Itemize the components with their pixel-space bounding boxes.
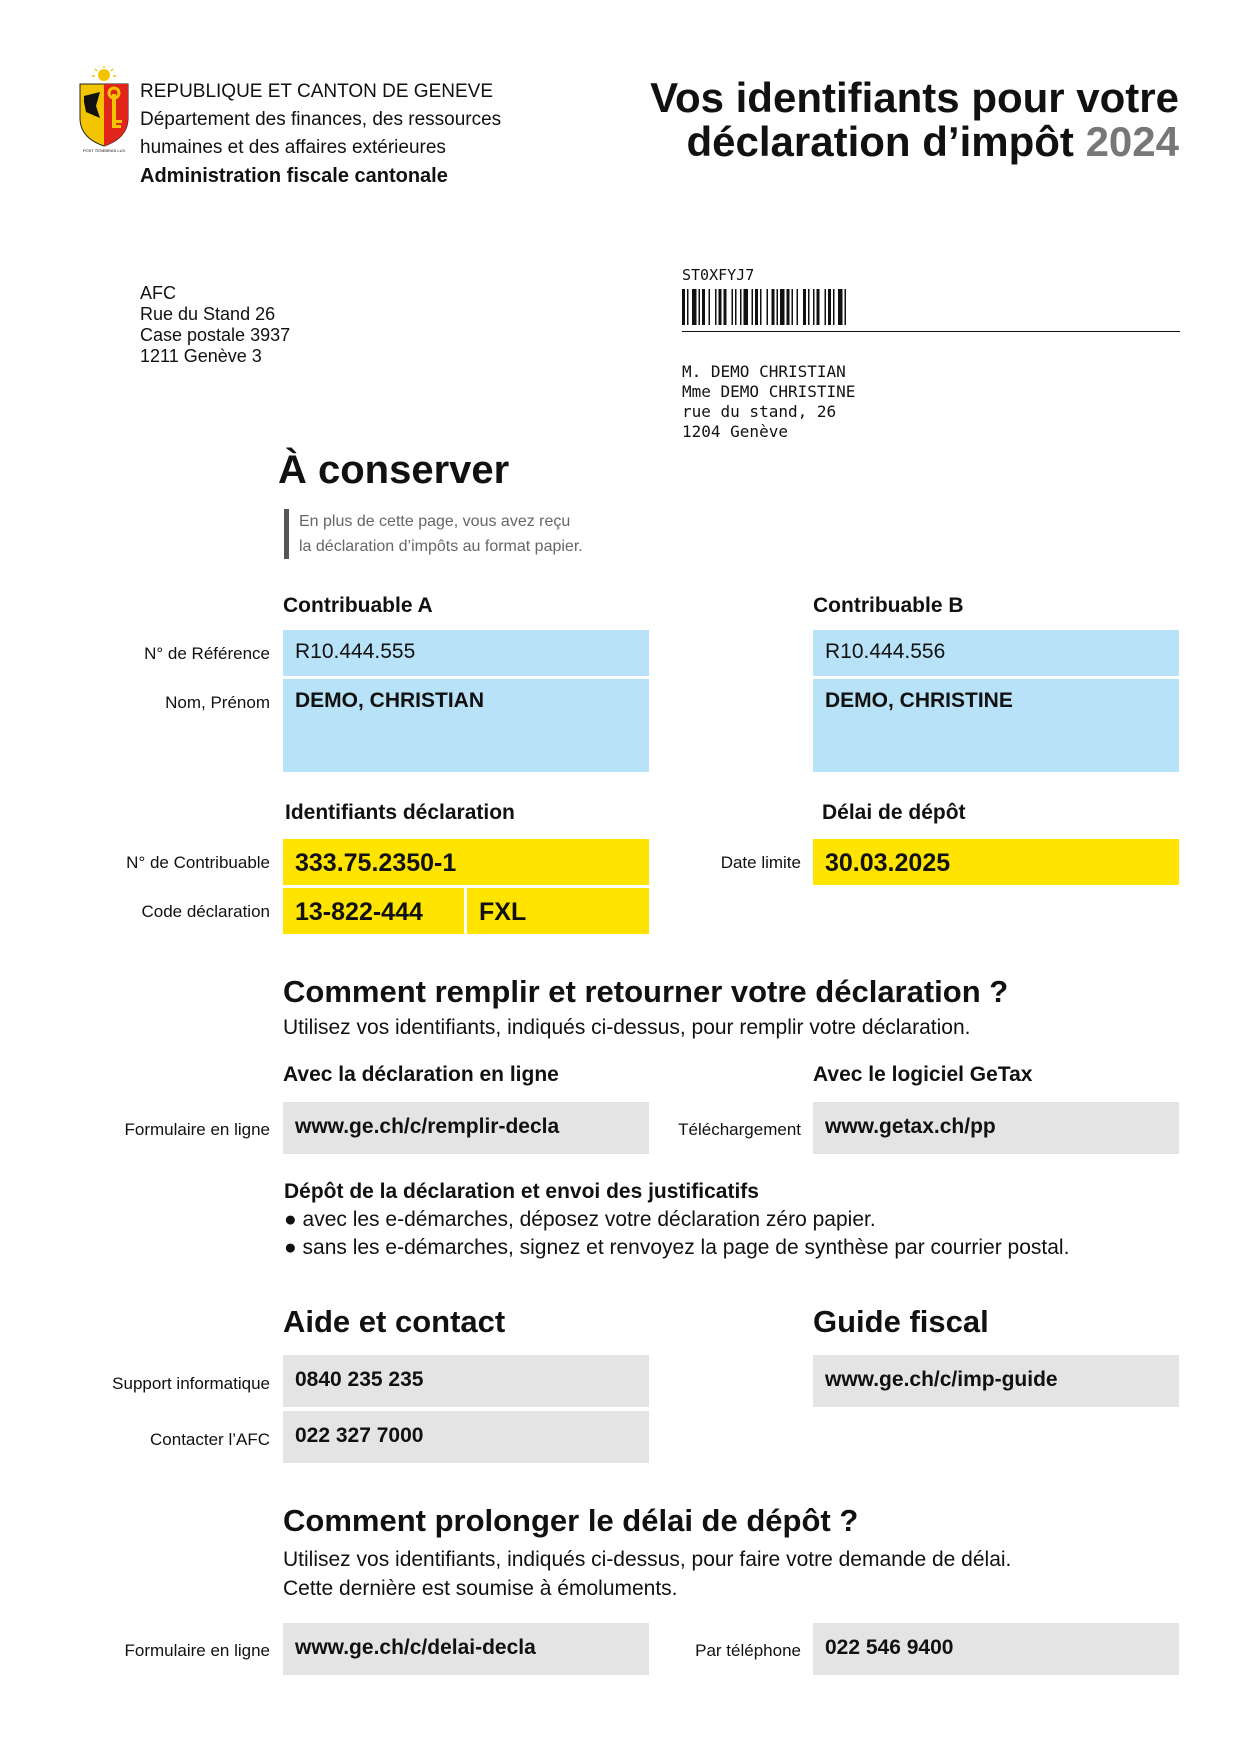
getax-download-link[interactable]: www.getax.ch/pp xyxy=(813,1102,1179,1154)
online-form-link[interactable]: www.ge.ch/c/remplir-decla xyxy=(283,1102,649,1154)
barcode-bar xyxy=(797,289,799,325)
contact-afc-label: Contacter l’AFC xyxy=(150,1430,270,1449)
logo-motto: POST TENEBRAS LUX xyxy=(82,148,126,153)
title-year: 2024 xyxy=(1085,118,1179,165)
org-line-3: humaines et des affaires extérieures xyxy=(140,137,446,158)
deposit-item-2: ● sans les e-démarches, signez et renvoyez la page de synthèse par courrier postal. xyxy=(284,1236,1070,1259)
extend-text-line-2: Cette dernière est soumise à émoluments. xyxy=(283,1577,678,1600)
download-label: Téléchargement xyxy=(678,1120,801,1139)
identifiers-heading: Identifiants déclaration xyxy=(285,801,515,824)
sender-address xyxy=(140,283,290,367)
barcode-bar xyxy=(724,289,727,325)
recipient-line-1: M. DEMO CHRISTIAN xyxy=(682,362,846,381)
barcode-bar xyxy=(813,289,815,325)
extend-phone-label: Par téléphone xyxy=(695,1641,801,1660)
org-line-2: Département des finances, des ressources xyxy=(140,109,502,130)
barcode-bar xyxy=(780,289,785,325)
getax-heading: Avec le logiciel GeTax xyxy=(813,1063,1033,1086)
barcode-bar xyxy=(752,289,754,325)
tax-guide-link[interactable]: www.ge.ch/c/imp-guide xyxy=(813,1355,1179,1407)
barcode-bar xyxy=(792,289,794,325)
barcode-bar xyxy=(767,289,769,325)
deadline-label: Date limite xyxy=(720,853,801,872)
keep-note xyxy=(284,509,583,559)
extend-heading: Comment prolonger le délai de dépôt ? xyxy=(283,1503,859,1538)
sender-line-3: Case postale 3937 xyxy=(140,325,291,345)
recipient-line-3: rue du stand, 26 xyxy=(682,402,837,421)
organization-block xyxy=(140,78,501,190)
guide-heading: Guide fiscal xyxy=(813,1304,989,1339)
barcode-bar xyxy=(735,289,737,325)
barcode-bar xyxy=(825,289,827,325)
barcode-bar xyxy=(833,289,835,325)
sender-line-4: 1211 Genève 3 xyxy=(140,346,262,366)
barcode-bar xyxy=(838,289,843,325)
barcode-bar xyxy=(715,289,717,325)
extend-text-line-1: Utilisez vos identifiants, indiqués ci-dessus, pour faire votre demande de délai. xyxy=(283,1548,1012,1571)
barcode-bar xyxy=(740,289,742,325)
barcode-bar xyxy=(682,289,685,325)
deposit-block xyxy=(284,1178,1069,1262)
barcode-bar xyxy=(803,289,806,325)
extend-online-link[interactable]: www.ge.ch/c/delai-decla xyxy=(283,1623,649,1675)
org-line-4: Administration fiscale cantonale xyxy=(140,165,448,187)
barcode-bar xyxy=(808,289,810,325)
deadline-date: 30.03.2025 xyxy=(813,839,1179,885)
sender-line-1: AFC xyxy=(140,283,176,303)
taxpayer-a-name: DEMO, CHRISTIAN xyxy=(283,679,649,772)
declaration-code: 13-822-444 xyxy=(283,888,464,934)
deposit-item-1: ● avec les e-démarches, déposez votre déclaration zéro papier. xyxy=(284,1208,876,1231)
name-label: Nom, Prénom xyxy=(165,693,270,712)
extend-phone[interactable]: 022 546 9400 xyxy=(813,1623,1179,1675)
barcode xyxy=(682,289,972,325)
barcode-bar xyxy=(845,289,847,325)
barcode-bar xyxy=(687,289,689,325)
keep-note-line-1: En plus de cette page, vous avez reçu xyxy=(299,513,571,530)
online-heading: Avec la déclaration en ligne xyxy=(283,1063,559,1086)
org-line-1: REPUBLIQUE ET CANTON DE GENEVE xyxy=(140,81,493,102)
taxpayer-a-heading: Contribuable A xyxy=(283,594,433,617)
fill-heading: Comment remplir et retourner votre déclaration ? xyxy=(283,974,1009,1009)
barcode-bar xyxy=(772,289,775,325)
deposit-heading: Dépôt de la déclaration et envoi des justificatifs xyxy=(284,1180,759,1203)
help-heading: Aide et contact xyxy=(283,1304,506,1339)
extend-text xyxy=(283,1545,1011,1603)
code-label: Code déclaration xyxy=(141,902,270,921)
barcode-bar xyxy=(719,289,722,325)
support-phone[interactable]: 0840 235 235 xyxy=(283,1355,649,1407)
taxpayer-b-name: DEMO, CHRISTINE xyxy=(813,679,1179,772)
barcode-bar xyxy=(777,289,779,325)
geneva-crest-logo xyxy=(74,66,134,152)
barcode-bar xyxy=(744,289,749,325)
reference-label: N° de Référence xyxy=(144,644,270,663)
address-divider xyxy=(682,331,1180,332)
keep-title: À conserver xyxy=(278,448,510,492)
sender-line-2: Rue du Stand 26 xyxy=(140,304,276,324)
taxpayer-b-heading: Contribuable B xyxy=(813,594,964,617)
barcode-bar xyxy=(692,289,697,325)
contribuable-number: 333.75.2350-1 xyxy=(283,839,649,885)
afc-phone[interactable]: 022 327 7000 xyxy=(283,1411,649,1463)
recipient-line-2: Mme DEMO CHRISTINE xyxy=(682,382,856,401)
title-line-2: déclaration d’impôt xyxy=(686,118,1074,165)
declaration-code-suffix: FXL xyxy=(467,888,649,934)
barcode-bar xyxy=(732,289,734,325)
online-form-label: Formulaire en ligne xyxy=(124,1120,270,1139)
barcode-bar xyxy=(755,289,758,325)
extend-online-label: Formulaire en ligne xyxy=(124,1641,270,1660)
keep-note-line-2: la déclaration d’impôts au format papier. xyxy=(299,538,583,555)
barcode-bar xyxy=(760,289,762,325)
title-line-1: Vos identifiants pour votre xyxy=(650,74,1179,121)
recipient-line-4: 1204 Genève xyxy=(682,422,788,441)
support-label: Support informatique xyxy=(112,1374,270,1393)
barcode-bar xyxy=(787,289,790,325)
barcode-bar xyxy=(817,289,820,325)
contribuable-label: N° de Contribuable xyxy=(126,853,270,872)
barcode-id: ST0XFYJ7 xyxy=(682,266,755,284)
barcode-bar xyxy=(828,289,831,325)
page-title xyxy=(650,76,1179,164)
taxpayer-b-reference: R10.444.556 xyxy=(813,630,1179,676)
recipient-address xyxy=(682,362,855,442)
deadline-heading: Délai de dépôt xyxy=(822,801,966,824)
fill-text: Utilisez vos identifiants, indiqués ci-dessus, pour remplir votre déclaration. xyxy=(283,1016,971,1039)
taxpayer-a-reference: R10.444.555 xyxy=(283,630,649,676)
barcode-bar xyxy=(702,289,705,325)
barcode-bar xyxy=(709,289,711,325)
barcode-bar xyxy=(699,289,701,325)
